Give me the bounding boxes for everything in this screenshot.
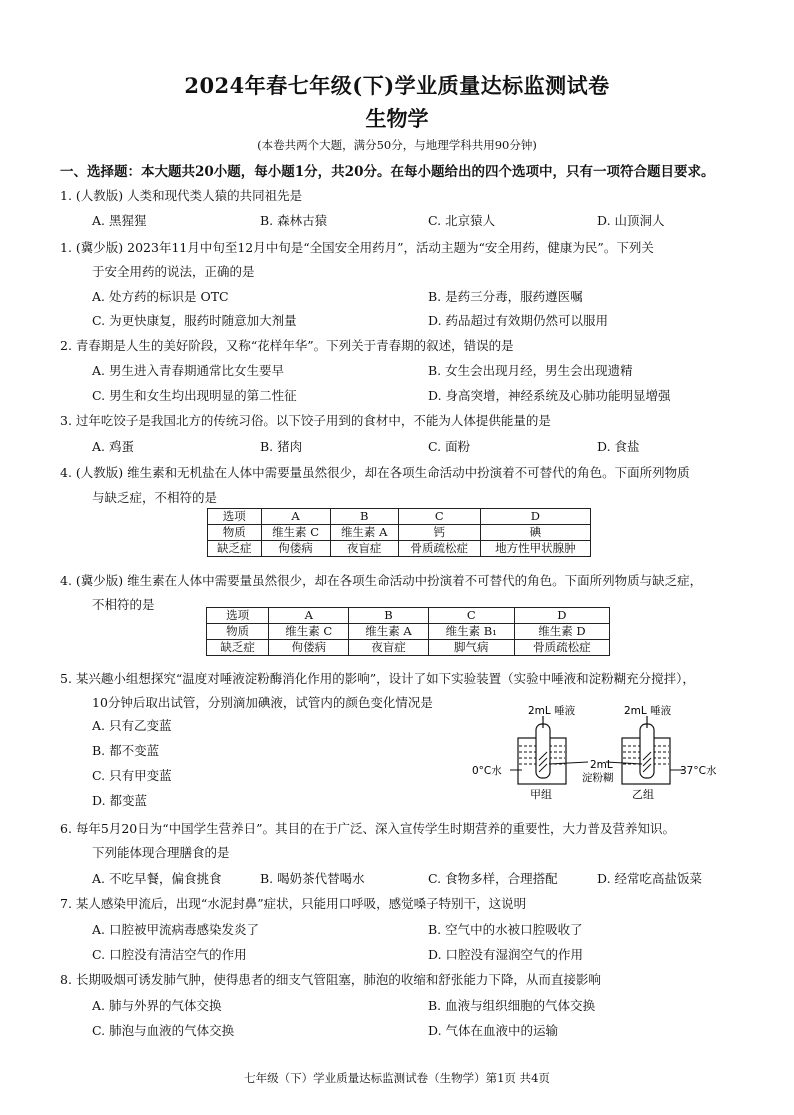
table-cell: 维生素 C: [261, 525, 330, 541]
beaker-left: [518, 716, 566, 784]
table-row: [208, 525, 591, 541]
table-cell: 脚气病: [428, 640, 514, 656]
table-cell: 骨质疏松症: [398, 541, 480, 557]
option-c: C. 男生和女生均出现明显的第二性征: [92, 388, 297, 403]
table-row: [207, 608, 610, 624]
option-c: C. 面粉: [428, 439, 471, 454]
label-water-37c: 37°C水: [680, 765, 717, 777]
table-cell: 维生素 A: [330, 525, 398, 541]
option-c: C. 北京猿人: [428, 213, 496, 228]
table-cell: 骨质疏松症: [514, 640, 609, 656]
table-cell: D: [514, 608, 609, 624]
option-d: D. 都变蓝: [92, 793, 148, 808]
subject-title: 生物学: [365, 106, 429, 131]
option-b: B. 都不变蓝: [92, 743, 160, 758]
question-5: 5. 某兴趣小组想探究“温度对唾液淀粉酶消化作用的影响”，设计了如下实验装置（实验中唾液和淀粉糊充分搅拌），: [60, 671, 695, 686]
table-cell: A: [261, 509, 330, 525]
option-c: C. 口腔没有清洁空气的作用: [92, 947, 247, 962]
table-cell: 钙: [398, 525, 480, 541]
option-a: A. 男生进入青春期通常比女生要早: [92, 363, 284, 378]
question-4-jishao: 4. (冀少版) 维生素在人体中需要量虽然很少，却在各项生命活动中扮演着不可替代的角色。下面所列物质与缺乏症，: [60, 573, 703, 588]
option-c: C. 只有甲变蓝: [92, 768, 172, 783]
table-row: [207, 640, 610, 656]
table-cell: 物质: [207, 624, 269, 640]
experiment-figure: [470, 700, 730, 800]
label-group-jia: 甲组: [530, 788, 552, 800]
question-1-jishao-line2: 于安全用药的说法，正确的是: [92, 264, 255, 279]
question-4-jishao-line2: 不相符的是: [92, 597, 155, 612]
table-cell: 碘: [480, 525, 590, 541]
table-row: [208, 541, 591, 557]
vitamin-table-pep: [207, 508, 591, 557]
exam-note: (本卷共两个大题，满分50分，与地理学科共用90分钟): [257, 138, 537, 152]
table-cell: 佝偻病: [269, 640, 349, 656]
table-cell: 维生素 B₁: [428, 624, 514, 640]
option-b: B. 空气中的水被口腔吸收了: [428, 922, 583, 937]
table-cell: 选项: [207, 608, 269, 624]
page-footer: 七年级（下）学业质量达标监测试卷（生物学）第1页 共4页: [244, 1071, 550, 1085]
option-a: A. 鸡蛋: [92, 439, 134, 454]
option-b: B. 喝奶茶代替喝水: [260, 871, 365, 886]
table-cell: 物质: [208, 525, 262, 541]
label-saliva-left: 2mL 唾液: [528, 705, 576, 717]
table-cell: 佝偻病: [261, 541, 330, 557]
option-d: D. 身高突增，神经系统及心肺功能明显增强: [428, 388, 671, 403]
table-cell: 地方性甲状腺肿: [480, 541, 590, 557]
question-1-jishao: 1. (冀少版) 2023年11月中旬至12月中旬是“全国安全用药月”，活动主题为“安全用药，健康为民”。下列关: [60, 240, 654, 255]
section-heading: 一、选择题：本大题共20小题，每小题1分，共20分。在每小题给出的四个选项中，只有一项符合题目要求。: [60, 164, 715, 180]
option-d: D. 经常吃高盐饭菜: [597, 871, 703, 886]
option-a: A. 处方药的标识是 OTC: [92, 289, 229, 304]
table-cell: 维生素 C: [269, 624, 349, 640]
vitamin-table-jishao: [206, 607, 610, 656]
option-b: B. 女生会出现月经，男生会出现遗精: [428, 363, 633, 378]
question-2: 2. 青春期是人生的美好阶段，又称“花样年华”。下列关于青春期的叙述，错误的是: [60, 338, 514, 353]
option-a: A. 肺与外界的气体交换: [92, 998, 222, 1013]
table-cell: C: [398, 509, 480, 525]
question-4-pep: 4. (人教版) 维生素和无机盐在人体中需要量虽然很少，却在各项生命活动中扮演着不可替代的角色。下面所列物质: [60, 465, 690, 480]
table-row: [208, 509, 591, 525]
table-cell: 维生素 D: [514, 624, 609, 640]
question-4-pep-line2: 与缺乏症，不相符的是: [92, 490, 218, 505]
option-c: C. 为更快康复，服药时随意加大剂量: [92, 313, 297, 328]
table-cell: 夜盲症: [349, 640, 428, 656]
beaker-right: [622, 716, 670, 784]
label-starch-paste: 淀粉糊: [582, 772, 614, 784]
exam-title: 2024年春七年级(下)学业质量达标监测试卷: [184, 73, 610, 98]
option-a: A. 口腔被甲流病毒感染发炎了: [92, 922, 259, 937]
table-cell: 选项: [208, 509, 262, 525]
table-cell: 缺乏症: [207, 640, 269, 656]
question-3: 3. 过年吃饺子是我国北方的传统习俗。以下饺子用到的食材中，不能为人体提供能量的是: [60, 413, 551, 428]
option-d: D. 山顶洞人: [597, 213, 665, 228]
table-cell: A: [269, 608, 349, 624]
option-d: D. 口腔没有湿润空气的作用: [428, 947, 584, 962]
question-5-line2: 10分钟后取出试管，分别滴加碘液，试管内的颜色变化情况是: [92, 695, 433, 710]
table-cell: B: [330, 509, 398, 525]
option-a: A. 黑猩猩: [92, 213, 147, 228]
table-cell: 缺乏症: [208, 541, 262, 557]
label-saliva-right: 2mL 唾液: [624, 705, 672, 717]
question-6: 6. 每年5月20日为“中国学生营养日”。其目的在于广泛、深入宣传学生时期营养的重要性，大力普及营养知识。: [60, 821, 676, 836]
option-b: B. 猪肉: [260, 439, 303, 454]
question-1-pep: 1. (人教版) 人类和现代类人猿的共同祖先是: [60, 188, 303, 203]
table-cell: B: [349, 608, 428, 624]
label-group-yi: 乙组: [632, 788, 654, 800]
option-b: B. 是药三分毒，服药遵医嘱: [428, 289, 583, 304]
table-cell: D: [480, 509, 590, 525]
table-cell: C: [428, 608, 514, 624]
option-b: B. 森林古猿: [260, 213, 328, 228]
question-7: 7. 某人感染甲流后，出现“水泥封鼻”症状，只能用口呼吸，感觉嗓子特别干，这说明: [60, 896, 527, 911]
option-c: C. 肺泡与血液的气体交换: [92, 1023, 235, 1038]
table-cell: 维生素 A: [349, 624, 428, 640]
option-b: B. 血液与组织细胞的气体交换: [428, 998, 596, 1013]
option-d: D. 食盐: [597, 439, 640, 454]
table-cell: 夜盲症: [330, 541, 398, 557]
option-d: D. 药品超过有效期仍然可以服用: [428, 313, 609, 328]
table-row: [207, 624, 610, 640]
question-8: 8. 长期吸烟可诱发肺气肿，使得患者的细支气管阻塞，肺泡的收缩和舒张能力下降，从而直接影响: [60, 972, 601, 987]
label-paste-amount: 2mL: [590, 759, 613, 771]
label-water-0c: 0°C水: [472, 765, 502, 777]
option-c: C. 食物多样，合理搭配: [428, 871, 558, 886]
option-d: D. 气体在血液中的运输: [428, 1023, 559, 1038]
option-a: A. 只有乙变蓝: [92, 718, 172, 733]
question-6-line2: 下列能体现合理膳食的是: [92, 845, 230, 860]
option-a: A. 不吃早餐，偏食挑食: [92, 871, 222, 886]
